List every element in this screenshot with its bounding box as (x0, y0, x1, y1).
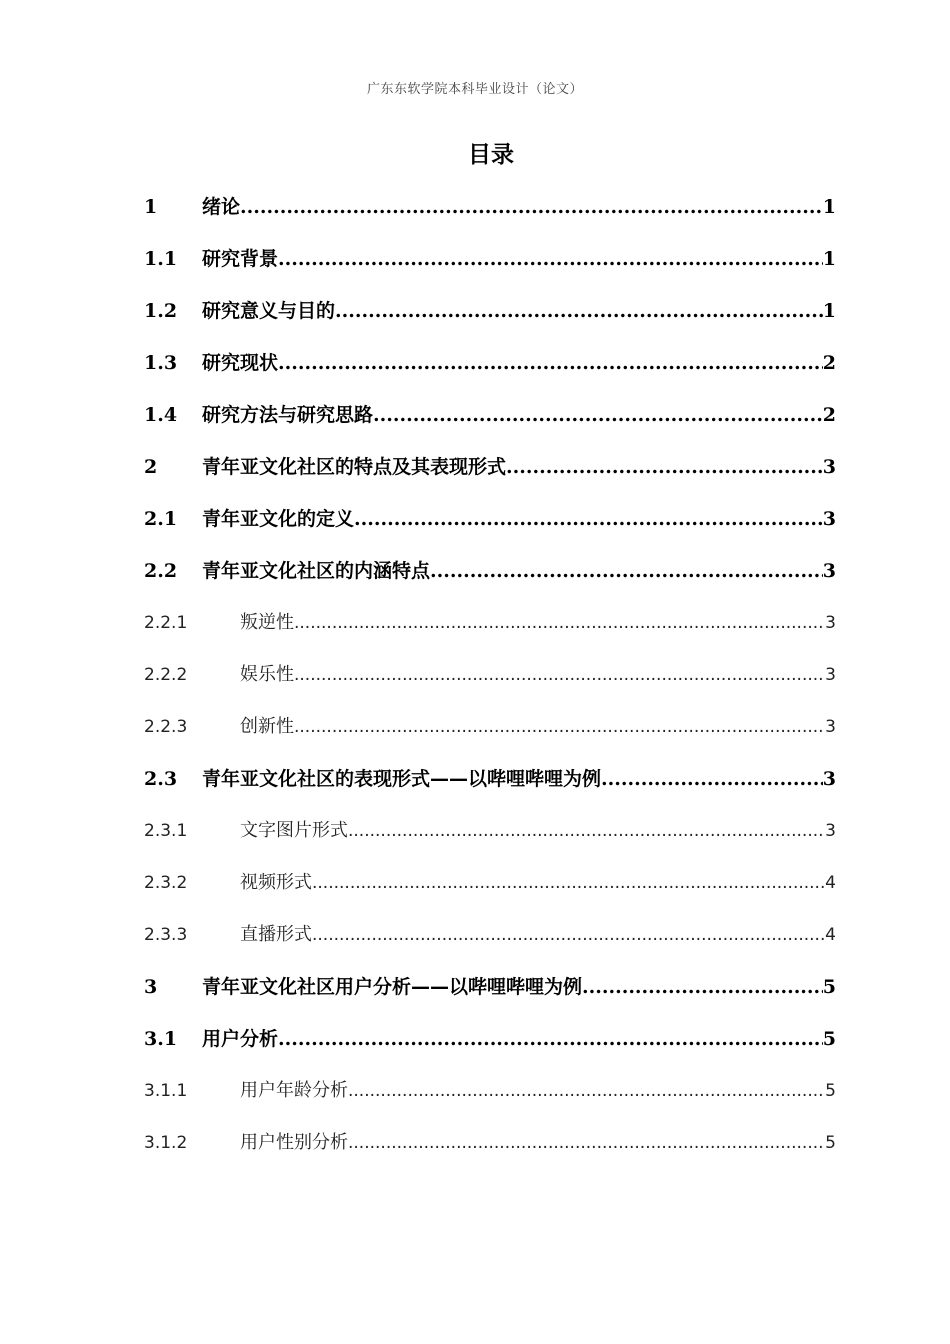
toc-entry-page: 1 (822, 248, 836, 270)
toc-entry[interactable] (144, 1122, 836, 1174)
toc-entry[interactable] (144, 1070, 836, 1122)
toc-entry-page: 1 (822, 300, 836, 322)
toc-entry-number: 3.1 (144, 1028, 178, 1050)
toc-entry-label: 研究方法与研究思路 (202, 404, 374, 426)
toc-entry-page: 3 (822, 456, 836, 478)
toc-dot-leader (348, 810, 825, 852)
toc-entry-page: 3 (822, 508, 836, 530)
toc-dot-leader (348, 1122, 825, 1164)
toc-entry-page: 5 (822, 1028, 836, 1050)
toc-entry[interactable] (144, 810, 836, 862)
toc-entry[interactable] (144, 862, 836, 914)
toc-dot-leader (294, 654, 825, 696)
toc-entry-number: 2.2.2 (144, 665, 188, 685)
toc-entry-number: 1.2 (144, 300, 178, 322)
toc-entry-number: 1.3 (144, 352, 178, 374)
toc-entry-page: 5 (825, 1081, 836, 1101)
toc-entry[interactable] (144, 602, 836, 654)
toc-entry-page: 1 (822, 196, 836, 218)
toc-entry-label: 青年亚文化的定义 (202, 508, 355, 530)
toc-dot-leader (335, 290, 823, 332)
toc-entry[interactable] (144, 1018, 836, 1070)
toc-entry-page: 4 (825, 925, 836, 945)
toc-entry-number: 3.1.1 (144, 1081, 188, 1101)
toc-entry-label: 研究背景 (202, 248, 279, 270)
toc-dot-leader (278, 342, 823, 384)
toc-entry-number: 1.4 (144, 404, 178, 426)
toc-dot-leader (278, 238, 823, 280)
toc-entry[interactable] (144, 342, 836, 394)
toc-entry[interactable] (144, 706, 836, 758)
toc-entry-label: 研究意义与目的 (202, 300, 336, 322)
toc-entry-label: 青年亚文化社区用户分析——以哔哩哔哩为例 (202, 976, 583, 998)
running-header: 广东东软学院本科毕业设计（论文） (366, 82, 583, 97)
toc-entry-label: 用户性别分析 (240, 1132, 348, 1153)
toc-entry-label: 创新性 (240, 716, 294, 737)
toc-dot-leader (312, 862, 825, 904)
toc-entry-number: 1 (144, 196, 158, 218)
toc-entry[interactable] (144, 290, 836, 342)
toc-entry-number: 2 (144, 456, 158, 478)
toc-entry-number: 3.1.2 (144, 1133, 188, 1153)
toc-entry[interactable] (144, 186, 836, 238)
toc-entry[interactable] (144, 966, 836, 1018)
toc-entry-number: 2.3.3 (144, 925, 188, 945)
toc-entry-label: 绪论 (202, 196, 241, 218)
toc-entry-label: 娱乐性 (240, 664, 294, 685)
toc-entry-label: 文字图片形式 (240, 820, 348, 841)
toc-entry-number: 2.2.1 (144, 613, 188, 633)
toc-entry[interactable] (144, 758, 836, 810)
toc-entry-page: 4 (825, 873, 836, 893)
toc-entry-number: 2.3 (144, 768, 178, 790)
toc-entry-number: 2.3.2 (144, 873, 188, 893)
toc-entry-page: 2 (822, 404, 836, 426)
toc-dot-leader (582, 966, 823, 1008)
toc-entry[interactable] (144, 914, 836, 966)
toc-entry-number: 1.1 (144, 248, 178, 270)
toc-entry-label: 用户分析 (202, 1028, 279, 1050)
toc-entry[interactable] (144, 550, 836, 602)
toc-dot-leader (348, 1070, 825, 1112)
toc-entry-page: 5 (825, 1133, 836, 1153)
toc-entry-number: 2.1 (144, 508, 178, 530)
toc-entry-page: 3 (825, 821, 836, 841)
toc-dot-leader (278, 1018, 823, 1060)
toc-entry-label: 直播形式 (240, 924, 312, 945)
toc-dot-leader (294, 706, 825, 748)
toc-entry-label: 青年亚文化社区的特点及其表现形式 (202, 456, 507, 478)
toc-entry-page: 3 (825, 665, 836, 685)
toc-entry-page: 2 (822, 352, 836, 374)
toc-entry[interactable] (144, 654, 836, 706)
toc-dot-leader (430, 550, 823, 592)
toc-dot-leader (312, 914, 825, 956)
toc-entry-label: 研究现状 (202, 352, 279, 374)
toc-entry-number: 2.2 (144, 560, 178, 582)
toc-entry-number: 3 (144, 976, 158, 998)
toc-dot-leader (294, 602, 825, 644)
toc-dot-leader (601, 758, 823, 800)
toc-entry[interactable] (144, 394, 836, 446)
toc-entry-number: 2.2.3 (144, 717, 188, 737)
toc-dot-leader (240, 186, 823, 228)
toc-entry-label: 青年亚文化社区的内涵特点 (202, 560, 431, 582)
toc-entry[interactable] (144, 238, 836, 290)
toc-entry-label: 青年亚文化社区的表现形式——以哔哩哔哩为例 (202, 768, 602, 790)
toc-entry-page: 3 (822, 768, 836, 790)
toc-entry-label: 视频形式 (240, 872, 312, 893)
toc-entry[interactable] (144, 498, 836, 550)
toc-entry-page: 3 (825, 613, 836, 633)
toc-dot-leader (354, 498, 823, 540)
toc-entry-label: 叛逆性 (240, 612, 294, 633)
toc-entry-page: 3 (822, 560, 836, 582)
toc-entry-label: 用户年龄分析 (240, 1080, 348, 1101)
toc-dot-leader (506, 446, 823, 488)
toc-entry-page: 5 (822, 976, 836, 998)
toc-title: 目录 (468, 142, 514, 168)
toc-entry-number: 2.3.1 (144, 821, 188, 841)
toc-entry[interactable] (144, 446, 836, 498)
toc-entry-page: 3 (825, 717, 836, 737)
table-of-contents (144, 186, 836, 1174)
toc-dot-leader (373, 394, 823, 436)
